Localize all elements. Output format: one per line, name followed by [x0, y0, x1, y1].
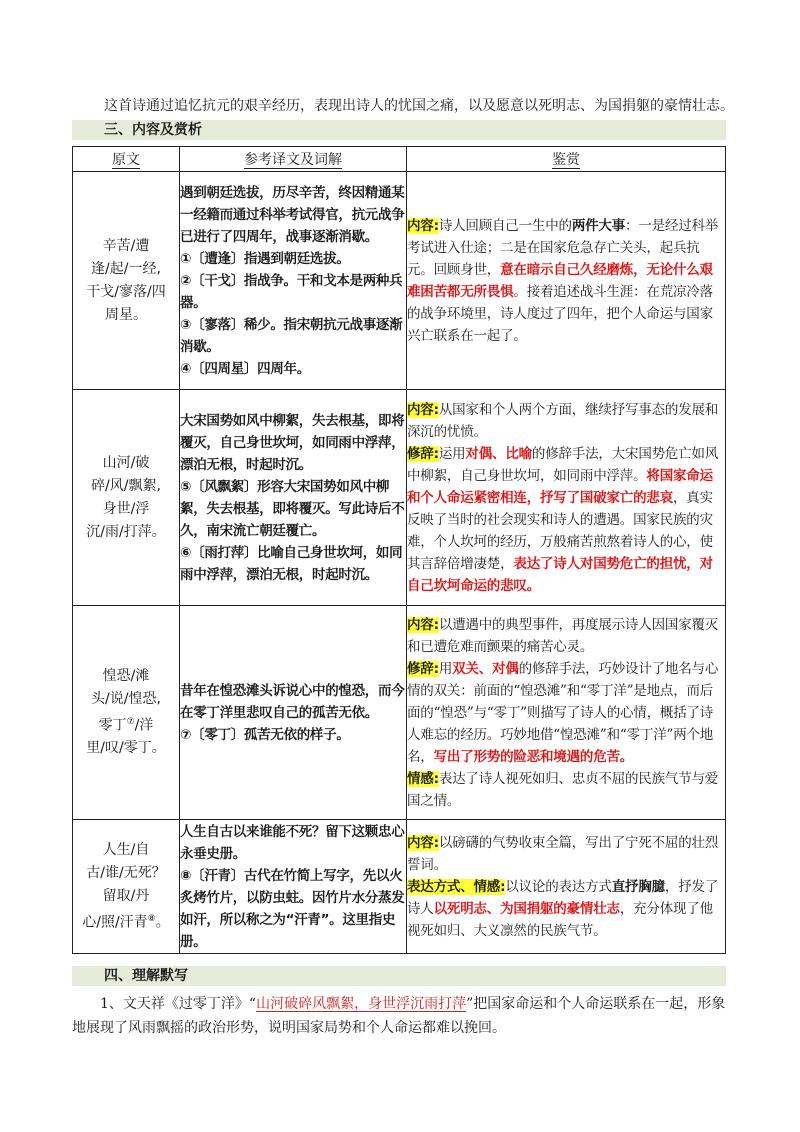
- appreciation-cell: 内容:诗人回顾自己一生中的两件大事：一是经过科举考试进入仕途；二是在国家危急存亡关头，起兵抗元。回顾身世，意在暗示自己久经磨炼，无论什么艰难困苦都无所畏惧。接着追述战斗生涯：在荒凉冷落的战争环境里，诗人度过了四年，把个人命运与国家兴亡联系在一起了。: [407, 172, 726, 390]
- appreciation-cell: 内容:以遭遇中的典型事件，再度展示诗人因国家覆灭和已遭危难而颤栗的痛苦心灵。 修辞:用双关、对偶的修辞手法，巧妙设计了地名与心情的双关：前面的“惶恐滩”和“零丁洋”是地点，而后面的“惶恐”与“零丁”则描写了诗人的心情，概括了诗人难忘的经历。巧妙地借“惶恐滩”和“零丁洋”两个地名，写出了形势的险恶和境遇的危苦。 情感:表达了诗人视死如归、忠贞不屈的民族气节与爱国之情。: [407, 606, 726, 820]
- section-heading-dictation: [72, 966, 726, 986]
- header-translation: 参考译文及词解: [180, 147, 407, 172]
- translation-cell: 大宋国势如风中柳絮，失去根基，即将覆灭，自己身世坎坷，如同雨中浮萍，漂泊无根，时起时沉。 ⑤〔风飘絮〕形容大宋国势如风中柳絮，失去根基，即将覆灭。写此诗后不久，南宋流亡朝廷覆亡。 ⑥〔雨打萍〕比喻自己身世坎坷，如同雨中浮萍，漂泊无根，时起时沉。: [180, 390, 407, 606]
- section-title: 四、理解默写: [104, 968, 188, 984]
- question-1: 1、文天祥《过零丁洋》“山河破碎风飘絮，身世浮沉雨打萍”把国家命运和个人命运联系在一起，形象地展现了风雨飘摇的政治形势，说明国家局势和个人命运都难以挽回。: [72, 996, 726, 1036]
- section-heading-content: [72, 120, 726, 140]
- section-title: 三、内容及赏析: [104, 122, 202, 138]
- table-row: [73, 172, 726, 390]
- original-text: 人生/自 古/谁/无死？ 留取/丹 心/照/汗青⑧。: [73, 820, 180, 954]
- header-appreciation: 鉴赏: [407, 147, 726, 172]
- original-text: 山河/破 碎/风/飘絮, 身世/浮 沉/雨/打萍。: [73, 390, 180, 606]
- footnote-marker: ⑦: [126, 716, 135, 727]
- appreciation-cell: 内容:以磅礴的气势收束全篇，写出了宁死不屈的壮烈誓词。 表达方式、情感:以议论的表达方式直抒胸臆，抒发了诗人以死明志、为国捐躯的豪情壮志，充分体现了他视死如归、大义凛然的民族气节。: [407, 820, 726, 954]
- original-text: 辛苦/遭 逢/起/一经, 干戈/寥落/四 周星。: [73, 172, 180, 390]
- answer-blank: 山河破碎风飘絮，身世浮沉雨打萍: [256, 996, 467, 1012]
- appreciation-cell: 内容:从国家和个人两个方面，继续抒写事态的发展和深沉的忧愤。 修辞:运用对偶、比喻的修辞手法，大宋国势危亡如风中柳絮，自己身世坎坷，如同雨中浮萍。将国家命运和个人命运紧密相连，抒写了国破家亡的悲哀，真实反映了当时的社会现实和诗人的遭遇。国家民族的灾难，个人坎坷的经历，万般痛苦煎熬着诗人的心，使其言辞倍增凄楚，表达了诗人对国势危亡的担忧，对自己坎坷命运的悲叹。: [407, 390, 726, 606]
- translation-cell: 人生自古以来谁能不死？留下这颗忠心永垂史册。 ⑧〔汗青〕古代在竹简上写字，先以火炙烤竹片，以防虫蛀。因竹片水分蒸发如汗，所以称之为“汗青”。这里指史册。: [180, 820, 407, 954]
- table-row: [73, 390, 726, 606]
- original-text: 惶恐/滩 头/说/惶恐, 零丁⑦/洋 里/叹/零丁。: [73, 606, 180, 820]
- translation-cell: 遇到朝廷选拔，历尽辛苦，终因精通某一经籍而通过科举考试得官，抗元战争已进行了四周年，战事逐渐消歇。 ①〔遭逢〕指遇到朝廷选拔。 ②〔干戈〕指战争。干和戈本是两种兵器。 ③〔寥落〕稀少。指宋朝抗元战事逐渐消歇。 ④〔四周星〕四周年。: [180, 172, 407, 390]
- table-row: [73, 606, 726, 820]
- table-header-row: [73, 147, 726, 172]
- footnote-marker: ⑧: [147, 913, 156, 924]
- table-row: [73, 820, 726, 954]
- intro-text: 这首诗通过追忆抗元的艰辛经历，表现出诗人的忧国之痛，以及愿意以死明志、为国捐躯的豪情壮志。: [104, 98, 734, 114]
- translation-cell: 昔年在惶恐滩头诉说心中的惶恐，而今在零丁洋里悲叹自己的孤苦无依。 ⑦〔零丁〕孤苦无依的样子。: [180, 606, 407, 820]
- poem-analysis-table: [72, 146, 726, 954]
- header-original: 原文: [73, 147, 180, 172]
